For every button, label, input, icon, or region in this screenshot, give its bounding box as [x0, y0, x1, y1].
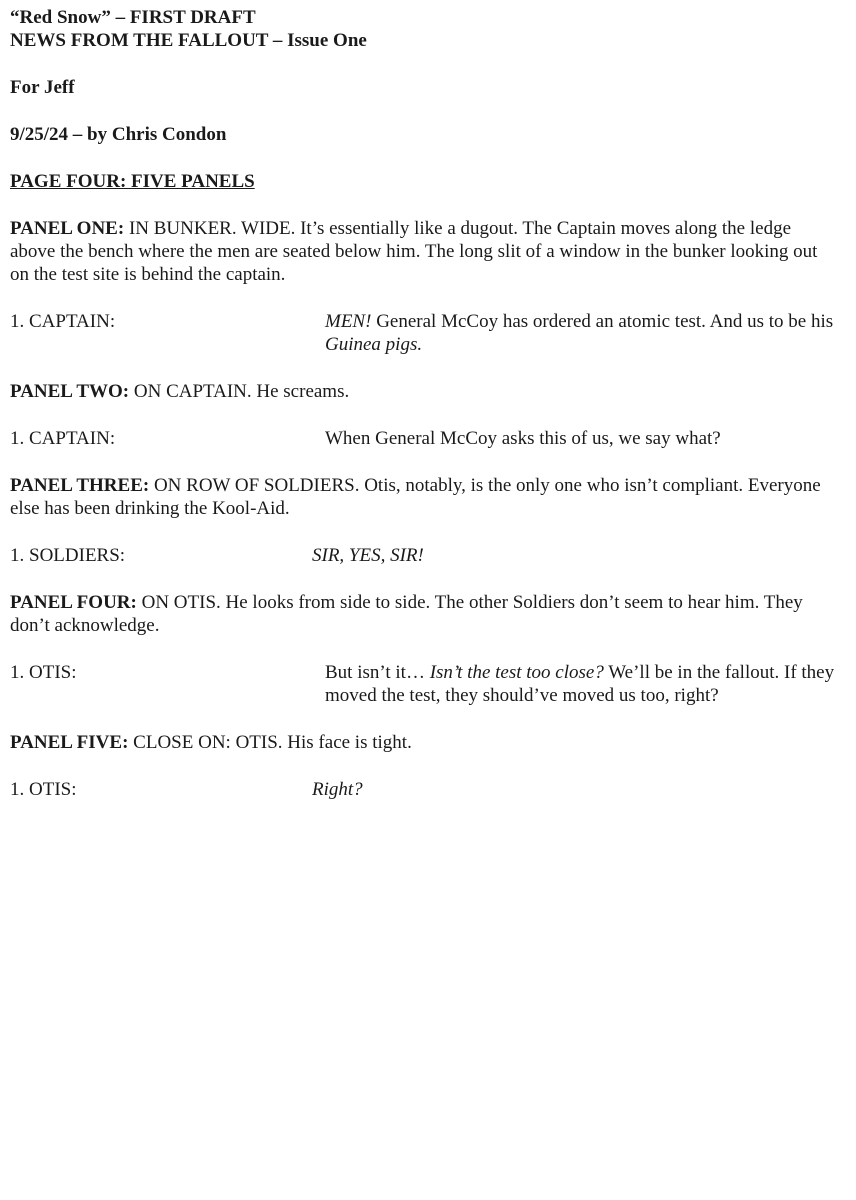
- dialogue-block: [10, 778, 840, 801]
- dialogue-part: We’ll be in the fallout. If they moved the test, they should’ve moved us too, right?: [325, 662, 835, 706]
- panel-text: CLOSE ON: OTIS. His face is tight.: [128, 732, 412, 753]
- panel-label: PANEL TWO:: [10, 381, 130, 402]
- panel-label: PANEL THREE:: [10, 475, 150, 496]
- dialogue-line: [312, 544, 840, 567]
- speaker-label: 1. OTIS:: [10, 662, 77, 683]
- dialogue-part: But isn’t it…: [325, 662, 430, 683]
- dialogue-part: Right?: [312, 779, 363, 800]
- dialogue-block: [10, 310, 840, 356]
- panel-label: PANEL FIVE:: [10, 732, 129, 753]
- dialogue-line: [325, 427, 840, 450]
- script-page: [10, 6, 840, 801]
- dialogue-part: SIR, YES, SIR!: [312, 545, 424, 566]
- panel-label: PANEL ONE:: [10, 218, 125, 239]
- panel-text: IN BUNKER. WIDE. It’s essentially like a dugout. The Captain moves along the ledge above the bench where the men are seated below him. The long slit of a window in the bunker looking out on the test site is behind the captain.: [10, 218, 818, 285]
- dialogue-part: Guinea pigs.: [325, 334, 423, 355]
- dialogue-part: MEN!: [325, 311, 372, 332]
- panel-text: ON OTIS. He looks from side to side. The other Soldiers don’t seem to hear him. They don’t acknowledge.: [10, 592, 803, 636]
- page-heading: PAGE FOUR: FIVE PANELS: [10, 171, 255, 192]
- speaker-label: 1. OTIS:: [10, 779, 77, 800]
- issue-title: NEWS FROM THE FALLOUT – Issue One: [10, 30, 367, 51]
- speaker-label: 1. SOLDIERS:: [10, 545, 126, 566]
- dialogue-line: [312, 778, 840, 801]
- dialogue-part: General McCoy has ordered an atomic test. And us to be his: [371, 311, 834, 332]
- panel-text: ON ROW OF SOLDIERS. Otis, notably, is the only one who isn’t compliant. Everyone else has been drinking the Kool-Aid.: [10, 475, 821, 519]
- dialogue-part: When General McCoy asks this of us, we say what?: [325, 428, 721, 449]
- dialogue-part: Isn’t the test too close?: [429, 662, 604, 683]
- dialogue-line: [325, 310, 840, 356]
- panel-description: [10, 474, 840, 520]
- panel-label: PANEL FOUR:: [10, 592, 137, 613]
- draft-title: “Red Snow” – FIRST DRAFT: [10, 7, 256, 28]
- panel-description: [10, 731, 840, 754]
- dedication: For Jeff: [10, 77, 75, 98]
- speaker-label: 1. CAPTAIN:: [10, 311, 116, 332]
- dialogue-line: [325, 661, 840, 707]
- date-byline: 9/25/24 – by Chris Condon: [10, 124, 227, 145]
- panel-description: [10, 217, 840, 286]
- speaker-label: 1. CAPTAIN:: [10, 428, 116, 449]
- dialogue-block: [10, 544, 840, 567]
- panel-text: ON CAPTAIN. He screams.: [129, 381, 350, 402]
- panel-description: [10, 380, 840, 403]
- panel-description: [10, 591, 840, 637]
- dialogue-block: [10, 427, 840, 450]
- dialogue-block: [10, 661, 840, 707]
